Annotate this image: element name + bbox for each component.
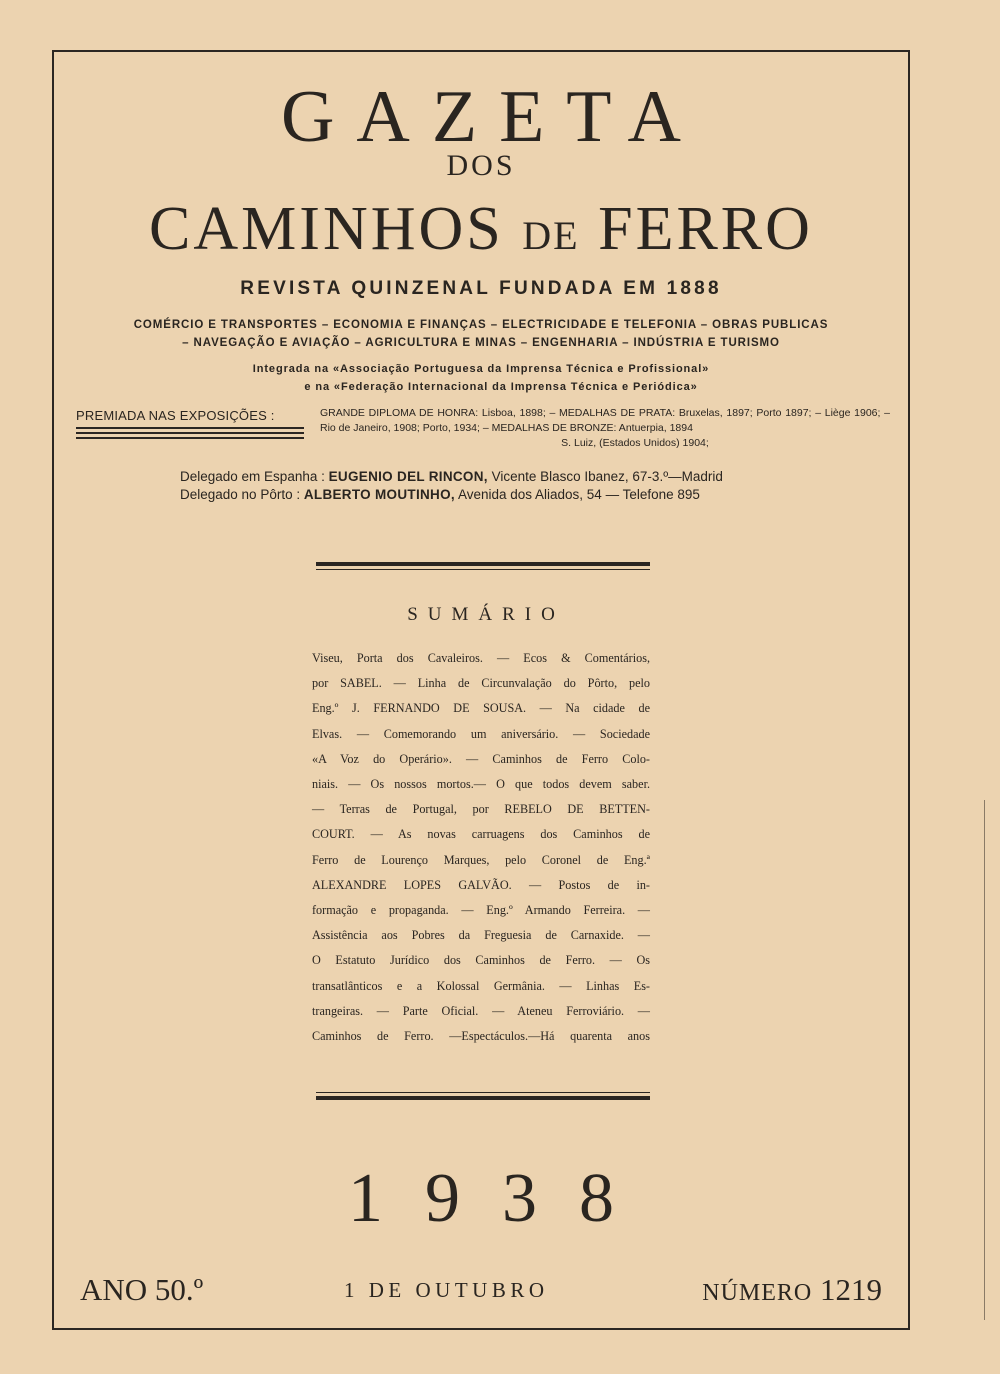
numero-value: 1219	[812, 1272, 882, 1307]
sumario-line: Elvas. — Comemorando um aniversário. — Sociedade	[312, 726, 650, 741]
sumario-line: Caminhos de Ferro. —Espectáculos.—Há quarenta anos	[312, 1029, 650, 1044]
delegado-espanha-name: EUGENIO DEL RINCON,	[328, 469, 488, 484]
premiada-label: PREMIADA NAS EXPOSIÇÕES :	[76, 408, 275, 423]
masthead-ferro: FERRO	[579, 195, 813, 263]
masthead-title: GAZETA	[280, 76, 703, 158]
delegado-porto-prefix: Delegado no Pôrto :	[180, 487, 304, 502]
sumario-line: O Estatuto Jurídico dos Caminhos de Ferro. — Os	[312, 953, 650, 968]
masthead-caminhos-de-ferro	[54, 195, 908, 263]
issue-numero	[702, 1274, 882, 1305]
topics-line-1: COMÉRCIO E TRANSPORTES – ECONOMIA E FINANÇAS – ELECTRICIDADE E TELEFONIA – OBRAS PUBLICAS	[133, 319, 829, 331]
issue-date: 1 DE OUTUBRO	[344, 1278, 549, 1302]
delegado-espanha	[180, 468, 723, 486]
premiada-text	[320, 406, 890, 451]
premiada-main: GRANDE DIPLOMA DE HONRA: Lisboa, 1898; – MEDALHAS DE PRATA: Bruxelas, 1897; Porto 1897; – Liège 1906; – Rio de Janeiro, 1908; Porto, 1934; – MEDALHAS DE BRONZE: Antuerpia, 1894	[320, 407, 890, 434]
integrada-line-2: e na «Federação Internacional da Imprensa Técnica e Periódica»	[304, 381, 698, 393]
sumario-title: SUMÁRIO	[407, 604, 565, 625]
sumario-line: transatlânticos e a Kolossal Germânia. — Linhas Es-	[312, 978, 650, 993]
masthead-caminhos: CAMINHOS	[149, 195, 523, 263]
sumario-line: Viseu, Porta dos Cavaleiros. — Ecos & Comentários,	[312, 651, 650, 665]
sumario-line: niais. — Os nossos mortos.— O que todos devem saber.	[312, 777, 650, 792]
sumario-top-rule	[316, 562, 650, 570]
delegado-espanha-address: Vicente Blasco Ibanez, 67-3.º—Madrid	[487, 469, 723, 484]
delegado-porto-name: ALBERTO MOUTINHO,	[303, 487, 455, 502]
premiada-underline	[76, 427, 304, 442]
integrada-line-1: Integrada na «Associação Portuguesa da Imprensa Técnica e Profissional»	[252, 363, 710, 375]
delegado-porto-address: Avenida dos Aliados, 54 — Telefone 895	[454, 487, 700, 502]
sumario-line: trangeiras. — Parte Oficial. — Ateneu Ferroviário. —	[312, 1003, 650, 1018]
sumario-body	[312, 646, 650, 1049]
premiada-last: S. Luiz, (Estados Unidos) 1904;	[561, 437, 709, 449]
topics-line-2: – NAVEGAÇÃO E AVIAÇÃO – AGRICULTURA E MINAS – ENGENHARIA – INDÚSTRIA E TURISMO	[182, 337, 780, 349]
page-edge-line	[984, 800, 985, 1320]
masthead-subtitle: REVISTA QUINZENAL FUNDADA EM 1888	[240, 278, 722, 299]
sumario-line: — Terras de Portugal, por REBELO DE BETTEN-	[312, 802, 650, 817]
masthead-integrada	[54, 360, 908, 396]
sumario-line: por SABEL. — Linha de Circunvalação do Pôrto, pelo	[312, 676, 650, 691]
masthead-topics	[54, 316, 908, 352]
masthead-de: DE	[522, 213, 580, 258]
sumario-line: Assistência aos Pobres da Freguesia de Carnaxide. —	[312, 928, 650, 943]
issue-ano: ANO 50.º	[80, 1272, 204, 1307]
issue-year: 1938	[348, 1160, 656, 1237]
sumario-bottom-rule	[316, 1092, 650, 1100]
sumario-line: Ferro de Lourenço Marques, pelo Coronel de Eng.ª	[312, 852, 650, 867]
delegado-espanha-prefix: Delegado em Espanha :	[180, 469, 329, 484]
page-frame	[52, 50, 910, 1330]
sumario-line: ALEXANDRE LOPES GALVÃO. — Postos de in-	[312, 877, 650, 892]
masthead-dos: DOS	[446, 149, 516, 182]
sumario-line: COURT. — As novas carruagens dos Caminhos de	[312, 827, 650, 842]
sumario-line: formação e propaganda. — Eng.º Armando Ferreira. —	[312, 903, 650, 918]
delegado-porto	[180, 486, 723, 504]
delegados	[180, 468, 723, 504]
sumario-line: «A Voz do Operário». — Caminhos de Ferro Colo-	[312, 751, 650, 766]
sumario-line: Eng.º J. FERNANDO DE SOUSA. — Na cidade de	[312, 701, 650, 716]
numero-label: NÚMERO	[702, 1280, 813, 1306]
